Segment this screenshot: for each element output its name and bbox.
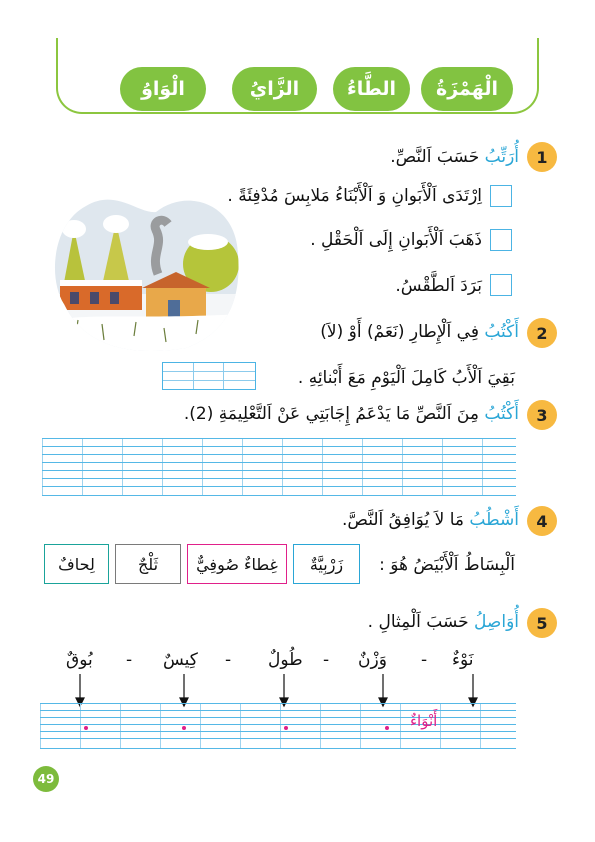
- q5-rest: حَسَبَ اَلْمِثالِ .: [367, 612, 475, 632]
- word-tul: طُولٌ: [268, 650, 303, 670]
- q3-writing-lines[interactable]: [42, 438, 516, 496]
- page-number: 49: [33, 766, 59, 792]
- letter-pill-zay: الزَّايُ: [232, 67, 317, 111]
- q2-rest: فِي اَلْإِطارِ (نَعَمْ) أَوْ (لاَ): [320, 322, 485, 342]
- yes-no-answer-box[interactable]: [162, 362, 256, 390]
- example-answer: أَنْوَاءٌ: [410, 712, 438, 730]
- q2-sentence: بَقِيَ اَلْأَبُ كَامِلَ اَلْيَوْمِ مَعَ أَبْنائِهِ .: [297, 368, 515, 388]
- q1-verb: أُرَتِّبُ: [484, 147, 519, 167]
- question-4-instruction: [342, 510, 519, 530]
- letter-pill-waw: الْوَاوُ: [120, 67, 206, 111]
- word-wazn: وَزْنٌ: [358, 650, 387, 670]
- option-quilt[interactable]: لِحافٌ: [44, 544, 109, 584]
- q2-verb: أَكْتُبُ: [484, 322, 519, 342]
- question-number-1: 1: [527, 142, 557, 172]
- separator-2: -: [323, 650, 330, 670]
- dot-marker: [182, 726, 186, 730]
- letter-pill-taa: الطَّاءُ: [333, 67, 410, 111]
- separator-4: -: [126, 650, 133, 670]
- dot-marker: [284, 726, 288, 730]
- question-number-5: 5: [527, 608, 557, 638]
- q4-stem: اَلْبِسَاطُ اَلْأَبْيَضُ هُوَ :: [379, 555, 515, 575]
- dot-marker: [385, 726, 389, 730]
- option-zarbiya[interactable]: زَرْبِيَّةٌ: [293, 544, 360, 584]
- q4-verb: أَشْطُبُ: [469, 510, 519, 530]
- winter-scene-icon: [46, 184, 242, 354]
- q5-verb: أُوَاصِلُ: [474, 612, 519, 632]
- question-2-instruction: [320, 322, 519, 342]
- separator-1: -: [421, 650, 428, 670]
- q4-rest: مَا لاَ يُوَافِقُ اَلنَّصَّ.: [341, 510, 470, 530]
- option-woolen-blanket[interactable]: غِطاءٌ صُوفِيٌّ: [187, 544, 287, 584]
- question-number-2: 2: [527, 318, 557, 348]
- option-snow[interactable]: ثَلْجٌ: [115, 544, 181, 584]
- question-5-instruction: [368, 612, 519, 632]
- word-kis: كِيسٌ: [163, 650, 198, 670]
- question-1-instruction: [390, 147, 519, 167]
- question-number-3: 3: [527, 400, 557, 430]
- question-3-instruction: [184, 404, 519, 424]
- q1-item-2: ذَهَبَ اَلْأَبَوانِ إِلَى اَلْحَقْلِ .: [310, 230, 482, 250]
- dot-marker: [84, 726, 88, 730]
- q3-rest: مِنَ اَلنَّصِّ مَا يَدْعَمُ إِجَابَتِي عَنْ اَلتَّعْلِيمَةِ (2).: [183, 404, 485, 424]
- question-number-4: 4: [527, 506, 557, 536]
- q1-item-1: اِرْتَدَى اَلْأَبَوانِ وَ اَلْأَبْنَاءُ مَلابِسَ مُدْفِئَةً .: [227, 186, 482, 206]
- q5-writing-lines[interactable]: [40, 703, 516, 749]
- separator-3: -: [225, 650, 232, 670]
- q3-verb: أَكْتُبُ: [484, 404, 519, 424]
- order-box-1[interactable]: [490, 185, 512, 207]
- word-buq: بُوقٌ: [66, 650, 93, 670]
- word-naw: نَوْءٌ: [452, 650, 474, 670]
- q1-rest: حَسَبَ اَلنَّصِّ.: [390, 147, 485, 167]
- q1-item-3: بَرَدَ اَلطَّقْسُ.: [395, 276, 482, 296]
- order-box-3[interactable]: [490, 274, 512, 296]
- order-box-2[interactable]: [490, 229, 512, 251]
- letter-pill-hamza: الْهَمْزَةُ: [421, 67, 513, 111]
- winter-village-illustration: [46, 184, 242, 354]
